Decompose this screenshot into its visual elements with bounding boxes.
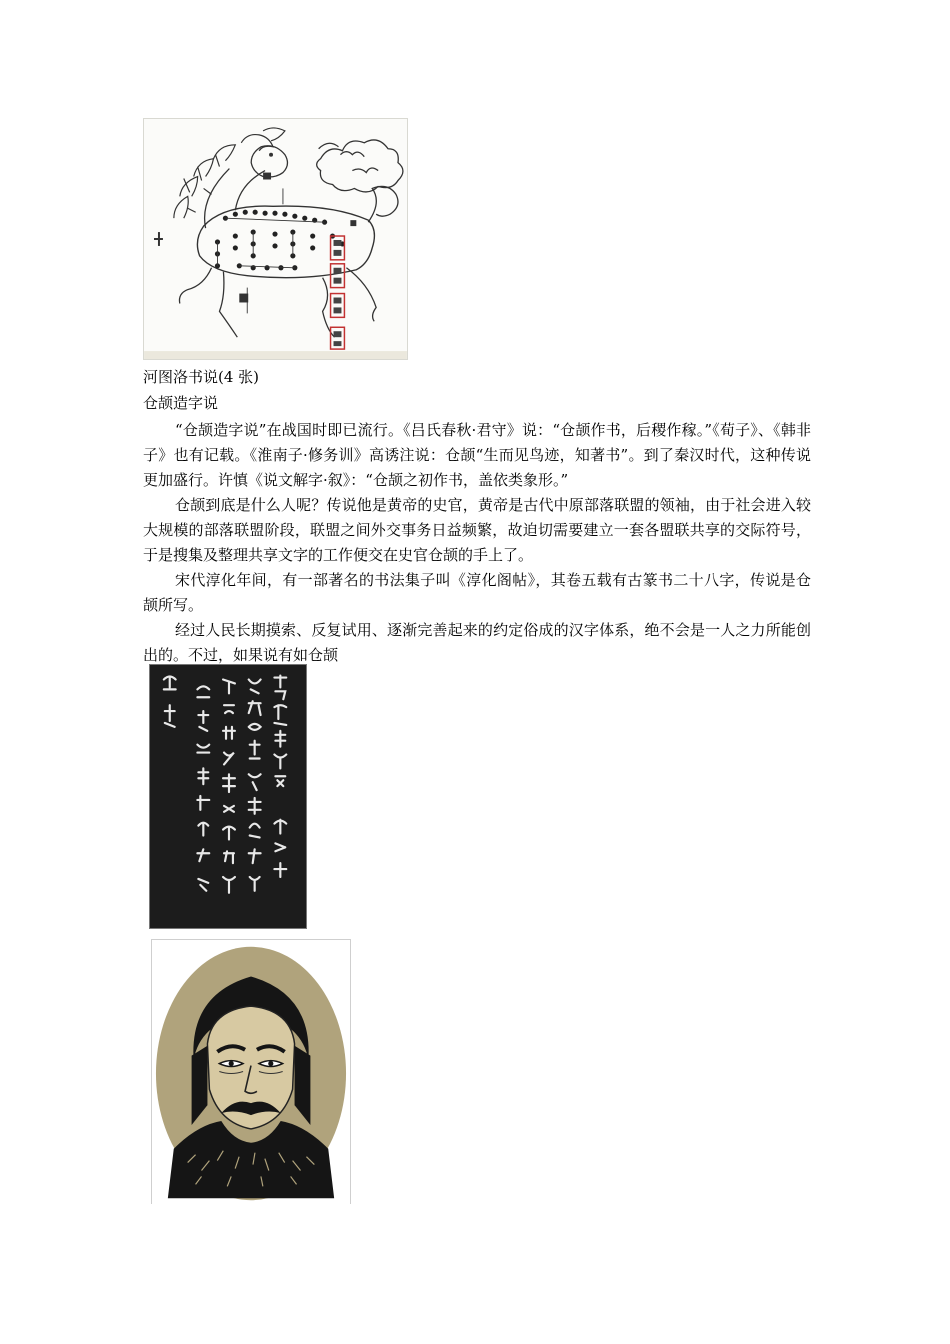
figure-caption: 河图洛书说(4 张) [143,368,260,386]
section-title: 仓颉造字说 [143,394,219,412]
paragraph: 经过人民长期摸索、反复试用、逐渐完善起来的约定俗成的汉字体系，绝不会是一人之力所能创出的。不过，如果说有如仓颉 [143,621,811,664]
chunhua-calligraphy-rubbing-image [149,664,307,929]
paragraph: 宋代淳化年间，有一部著名的书法集子叫《淳化阁帖》，其卷五载有古篆书二十八字，传说是仓颉所写。 [143,571,811,614]
cangjie-portrait-image [151,939,351,1204]
hetu-dragon-horse-map-image [143,118,408,360]
article-body [143,418,811,668]
paragraph: 仓颉到底是什么人呢？传说他是黄帝的史官，黄帝是古代中原部落联盟的领袖，由于社会进入较大规模的部落联盟阶段，联盟之间外交事务日益频繁，故迫切需要建立一套各盟联共享的交际符号，于是搜集及整理共享文字的工作便交在史官仓颉的手上了。 [143,496,811,564]
paragraph: “仓颉造字说”在战国时即已流行。《吕氏春秋·君守》说：“仓颉作书，后稷作稼。”《荀子》、《韩非子》也有记载。《淮南子·修务训》高诱注说：仓颉“生而见鸟迹，知著书”。到了秦汉时代，这种传说更加盛行。许慎《说文解字·叙》：“仓颉之初作书，盖依类象形。” [143,421,811,489]
